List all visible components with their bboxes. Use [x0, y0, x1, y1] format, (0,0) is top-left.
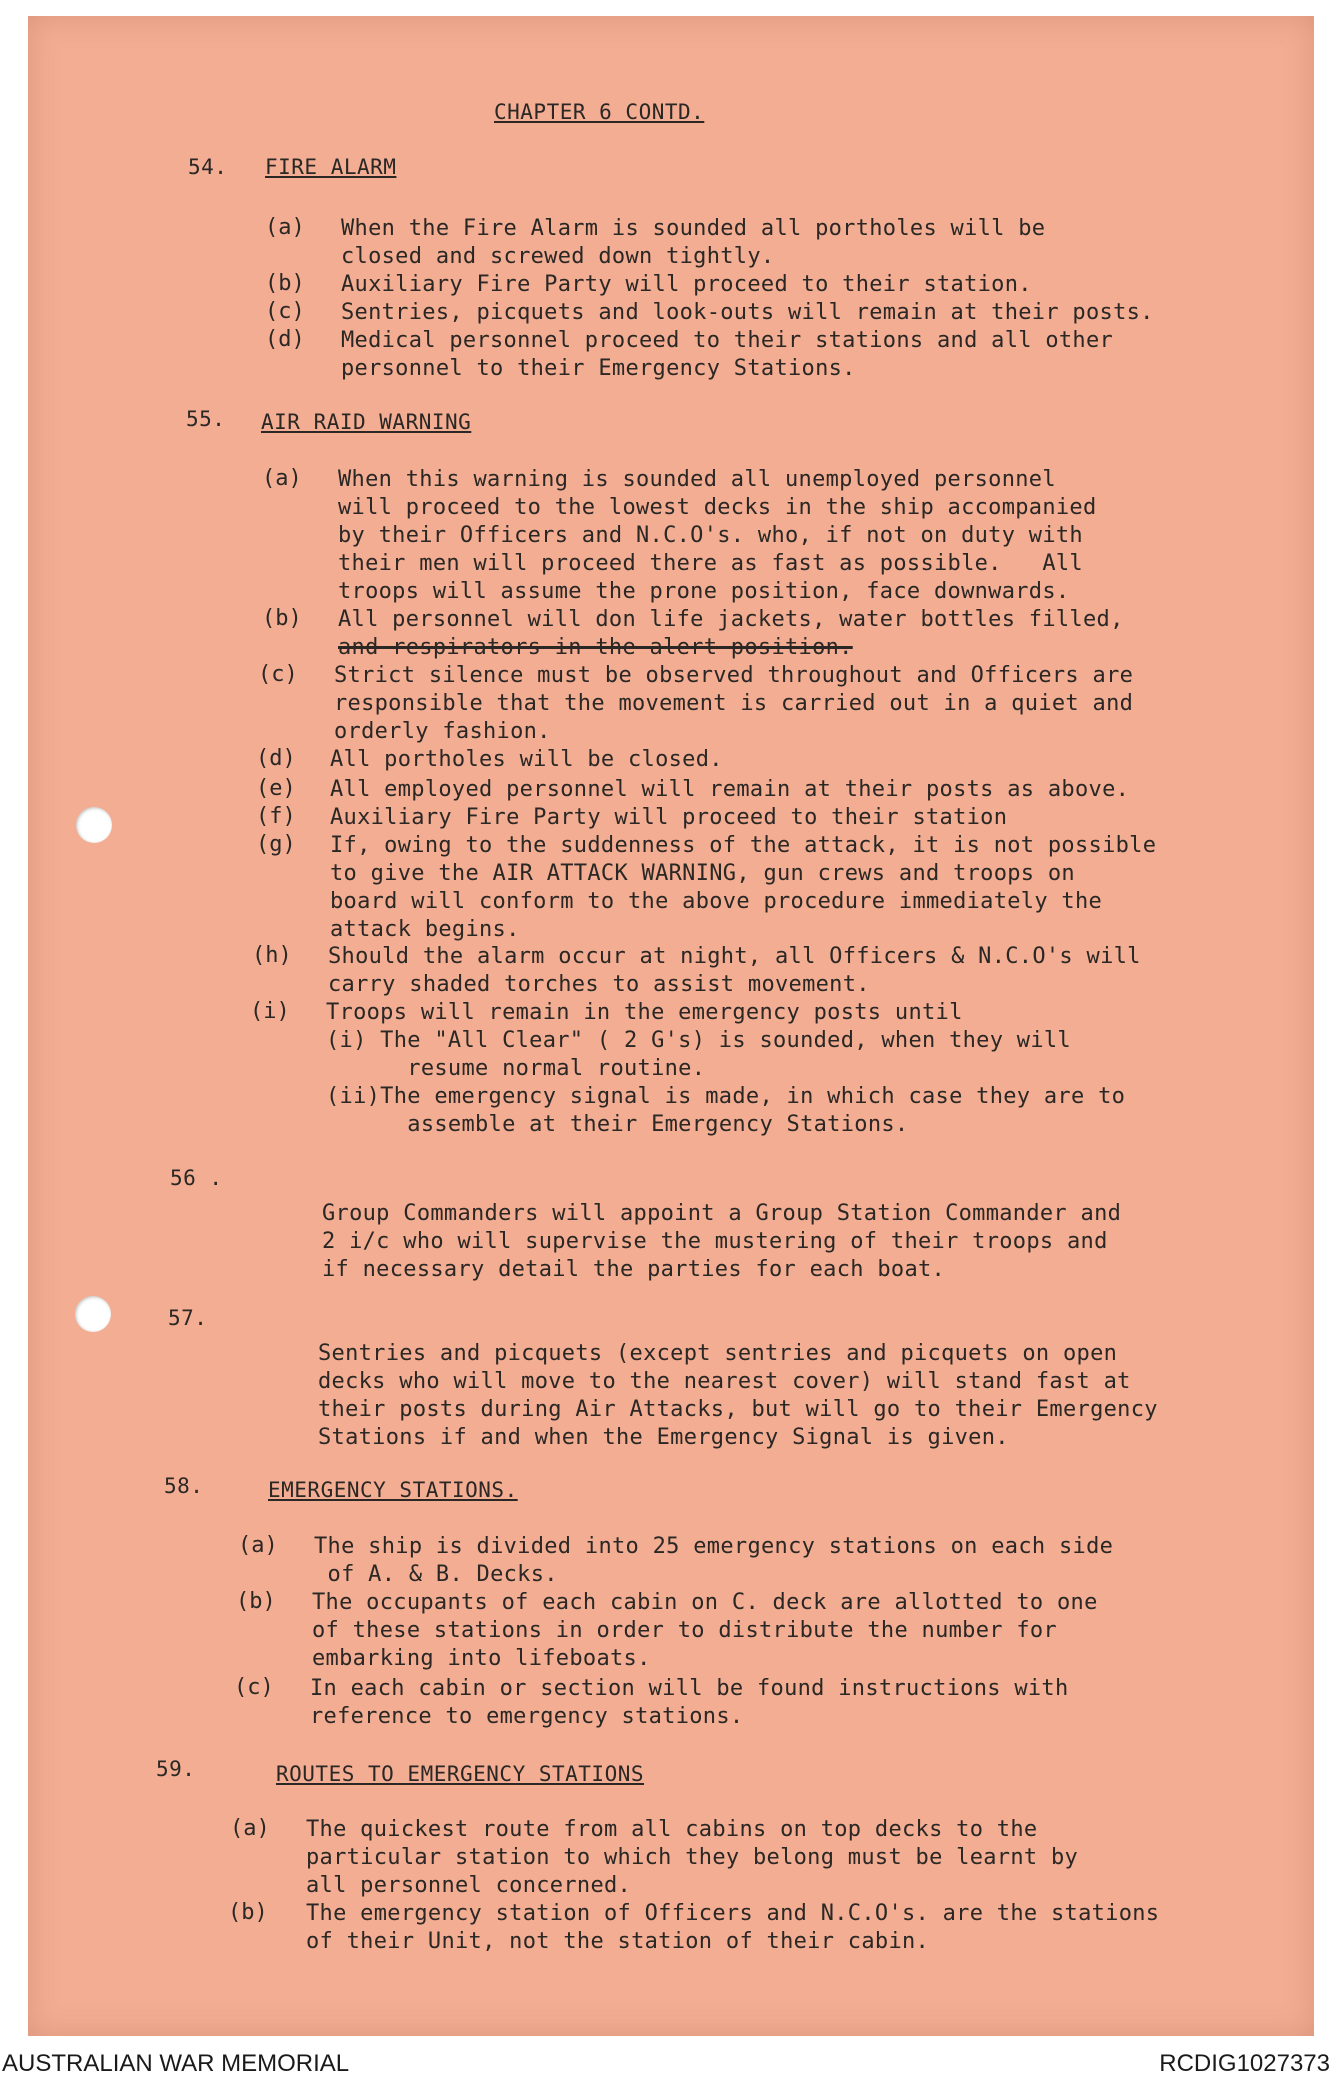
item-label: (d)	[265, 327, 305, 352]
item-label: (c)	[258, 662, 298, 687]
item-label: (a)	[238, 1533, 278, 1558]
page-title: CHAPTER 6 CONTD.	[494, 100, 705, 124]
section-number: 55.	[186, 407, 226, 431]
item-label: (h)	[252, 943, 292, 968]
item-text: The quickest route from all cabins on top decks to the particular station to which they belong must be learnt by all personnel concerned.	[306, 1817, 1079, 1898]
footer-credit: AUSTRALIAN WAR MEMORIAL	[2, 2050, 350, 2077]
section-heading: EMERGENCY STATIONS.	[268, 1478, 518, 1502]
footer-id: RCDIG1027373	[1159, 2050, 1330, 2077]
item-label: (i)	[250, 999, 290, 1024]
section-heading: FIRE ALARM	[265, 155, 397, 179]
punch-hole	[75, 1296, 111, 1332]
item-text: In each cabin or section will be found instructions with reference to emergency stations.	[310, 1676, 1069, 1729]
item-text: When the Fire Alarm is sounded all portholes will be closed and screwed down tightly.	[341, 216, 1046, 269]
item-text: The ship is divided into 25 emergency stations on each side of A. & B. Decks.	[314, 1534, 1114, 1587]
item-text: The occupants of each cabin on C. deck are allotted to one of these stations in order to distribute the number for embarking into lifeboats.	[312, 1590, 1098, 1671]
item-label: (a)	[230, 1816, 270, 1841]
item-text: All employed personnel will remain at their posts as above.	[330, 777, 1130, 802]
item-text: Should the alarm occur at night, all Officers & N.C.O's will carry shaded torches to assist movement.	[328, 944, 1141, 997]
section-number: 59.	[156, 1757, 196, 1781]
item-text: Medical personnel proceed to their stations and all other personnel to their Emergency Stations.	[341, 328, 1114, 381]
item-label: (f)	[256, 804, 296, 829]
item-text: If, owing to the suddenness of the attack, it is not possible to give the AIR ATTACK WARNING, gun crews and troops on board will conform to the above procedure immediately the attack begins.	[330, 833, 1157, 942]
section-number: 56 .	[170, 1166, 223, 1190]
section-heading: ROUTES TO EMERGENCY STATIONS	[276, 1762, 645, 1786]
item-text: When this warning is sounded all unemployed personnel will proceed to the lowest decks in the ship accompanied by their Officers and N.C.O's. who, if not on duty with their men will proceed there as fast as possible. All troops will assume the prone position, face downwards.	[338, 467, 1097, 604]
item-text	[338, 606, 1278, 662]
item-label: (e)	[256, 776, 296, 801]
item-text-main: All personnel will don life jackets, water bottles filled,	[338, 607, 1124, 632]
section-number: 58.	[164, 1474, 204, 1498]
item-label: (d)	[256, 746, 296, 771]
section-heading: AIR RAID WARNING	[261, 410, 472, 434]
item-text: Sentries, picquets and look-outs will remain at their posts.	[341, 300, 1154, 325]
paragraph-text: Sentries and picquets (except sentries and picquets on open decks who will move to the nearest cover) will stand fast at their posts during Air Attacks, but will go to their Emergency Stations if and when the Emergency Signal is given.	[318, 1341, 1158, 1450]
item-label: (c)	[234, 1675, 274, 1700]
item-text: Troops will remain in the emergency posts until (i) The "All Clear" ( 2 G's) is sounded, when they will resume normal routine. (ii)The emergency signal is made, in which case they are to assemble at their Emergency Stations.	[326, 1000, 1126, 1137]
item-text: The emergency station of Officers and N.C.O's. are the stations of their Unit, not the station of their cabin.	[306, 1901, 1160, 1954]
item-label: (b)	[265, 271, 305, 296]
section-number: 54.	[188, 155, 228, 179]
item-label: (a)	[265, 215, 305, 240]
item-text: Auxiliary Fire Party will proceed to their station.	[341, 272, 1032, 297]
item-text: All portholes will be closed.	[330, 747, 723, 772]
section-number: 57.	[168, 1306, 208, 1330]
item-text: Strict silence must be observed throughout and Officers are responsible that the movement is carried out in a quiet and orderly fashion.	[334, 663, 1134, 744]
item-label: (a)	[262, 466, 302, 491]
item-label: (g)	[256, 832, 296, 857]
punch-hole	[76, 807, 112, 843]
item-label: (b)	[236, 1589, 276, 1614]
paragraph-text: Group Commanders will appoint a Group Station Commander and 2 i/c who will supervise the mustering of their troops and if necessary detail the parties for each boat.	[322, 1201, 1122, 1282]
struck-through-text: and respirators in the alert position.	[338, 635, 853, 660]
item-label: (b)	[262, 606, 302, 631]
item-label: (b)	[228, 1900, 268, 1925]
item-text: Auxiliary Fire Party will proceed to their station	[330, 805, 1008, 830]
item-label: (c)	[265, 299, 305, 324]
